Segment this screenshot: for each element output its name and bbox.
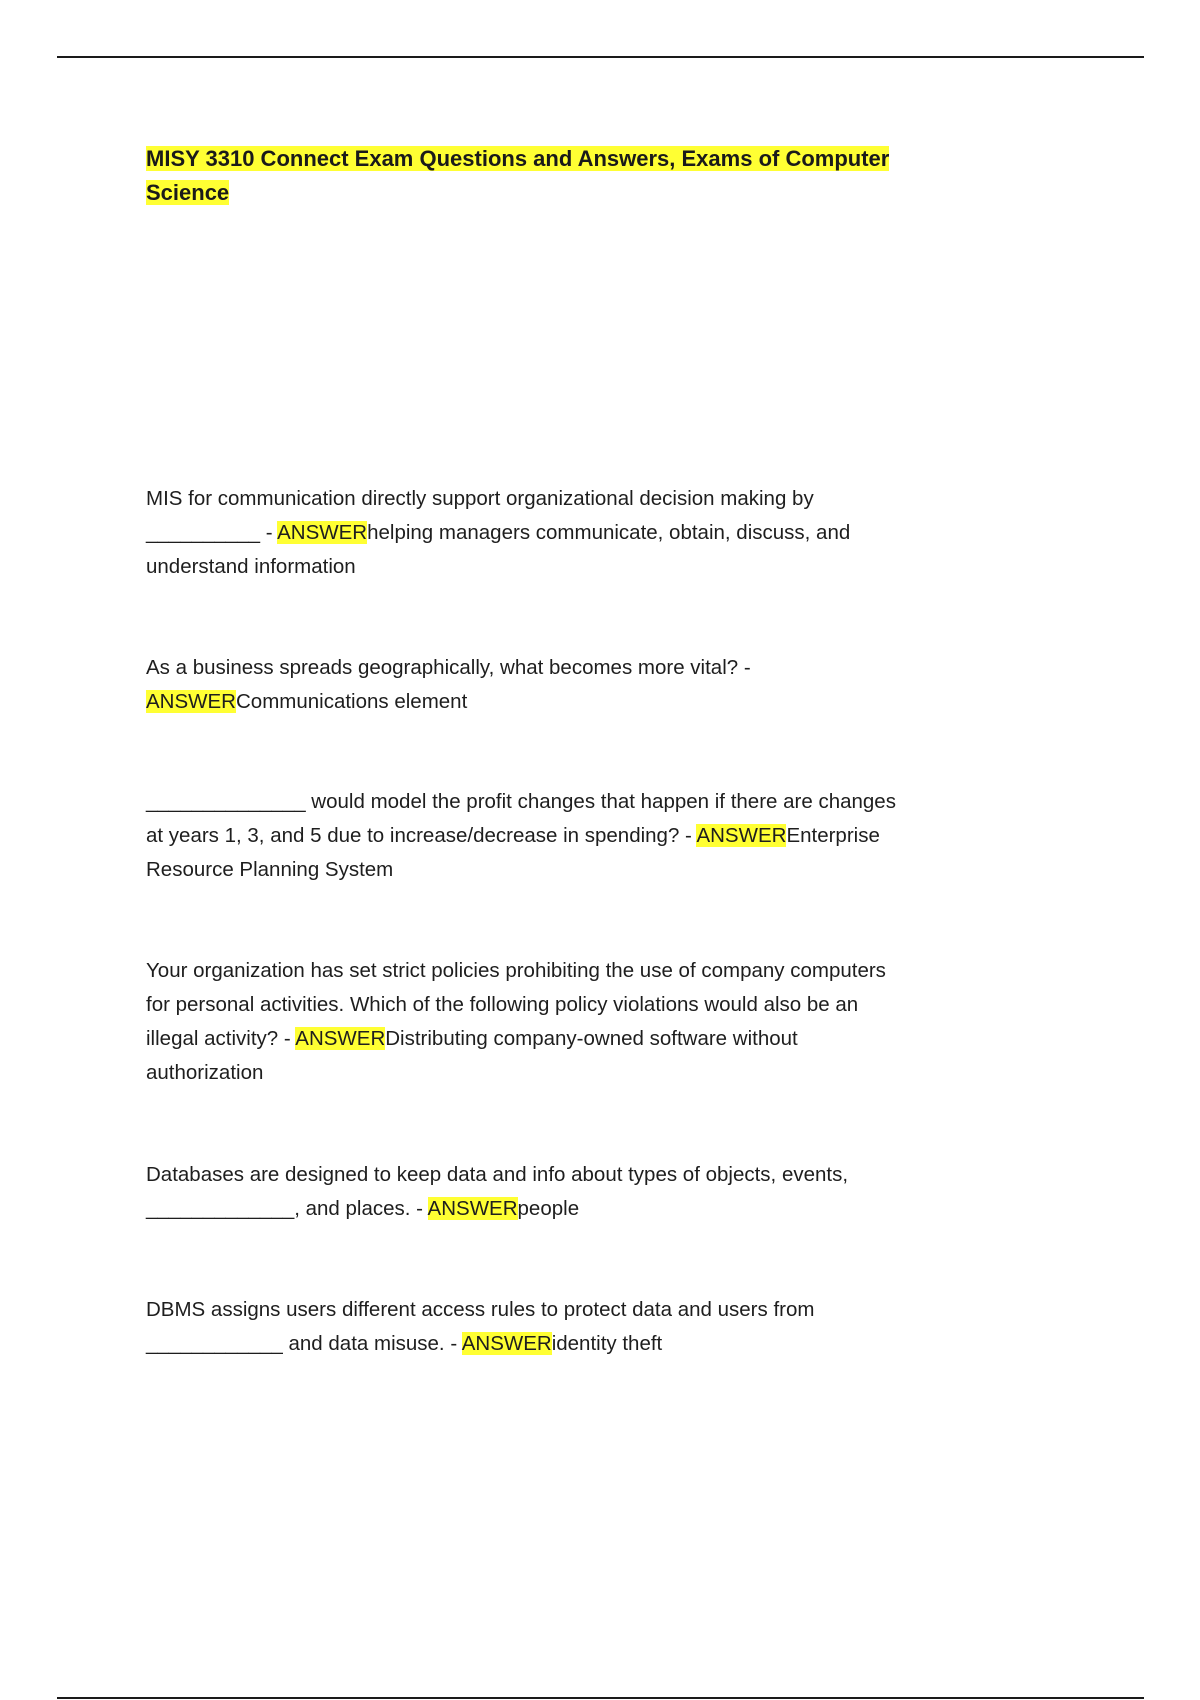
question-text: ______________ would model the profit changes that happen if there are changes at years 1, 3, and 5 due to increase/decrease in spending? - xyxy=(146,790,896,847)
answer-tag: ANSWER xyxy=(295,1027,386,1050)
answer-tag: ANSWER xyxy=(427,1197,518,1220)
answer-tag: ANSWER xyxy=(696,824,787,847)
qa-item-3 xyxy=(146,785,906,887)
answer-text: Distributing company-owned software without authorization xyxy=(146,1027,798,1084)
header-rule xyxy=(57,56,1144,58)
question-text: Your organization has set strict policies prohibiting the use of company computers for personal activities. Which of the following policy violations would also be an illegal activity? - xyxy=(146,959,886,1050)
answer-text: Communications element xyxy=(235,690,468,713)
qa-item-5 xyxy=(146,1158,906,1226)
answer-text: helping managers communicate, obtain, discuss, and understand information xyxy=(146,521,851,578)
answer-tag: ANSWER xyxy=(461,1332,552,1355)
document-title xyxy=(146,142,906,210)
question-text: Databases are designed to keep data and info about types of objects, events, _____________, and places. - xyxy=(146,1163,849,1220)
question-text: MIS for communication directly support organizational decision making by __________ - xyxy=(146,487,814,544)
qa-item-6 xyxy=(146,1293,906,1361)
qa-item-1 xyxy=(146,482,906,584)
qa-item-4 xyxy=(146,954,906,1090)
answer-text: people xyxy=(517,1197,580,1220)
answer-text: identity theft xyxy=(551,1332,663,1355)
question-text: As a business spreads geographically, what becomes more vital? - xyxy=(146,656,751,679)
document-title-text: MISY 3310 Connect Exam Questions and Answers, Exams of Computer Science xyxy=(146,146,890,205)
answer-tag: ANSWER xyxy=(146,690,236,713)
answer-tag: ANSWER xyxy=(277,521,368,544)
answer-text: Enterprise Resource Planning System xyxy=(146,824,880,881)
footer-rule xyxy=(57,1697,1144,1699)
question-text: DBMS assigns users different access rules to protect data and users from ____________ and data misuse. - xyxy=(146,1298,815,1355)
qa-item-2 xyxy=(146,651,906,719)
